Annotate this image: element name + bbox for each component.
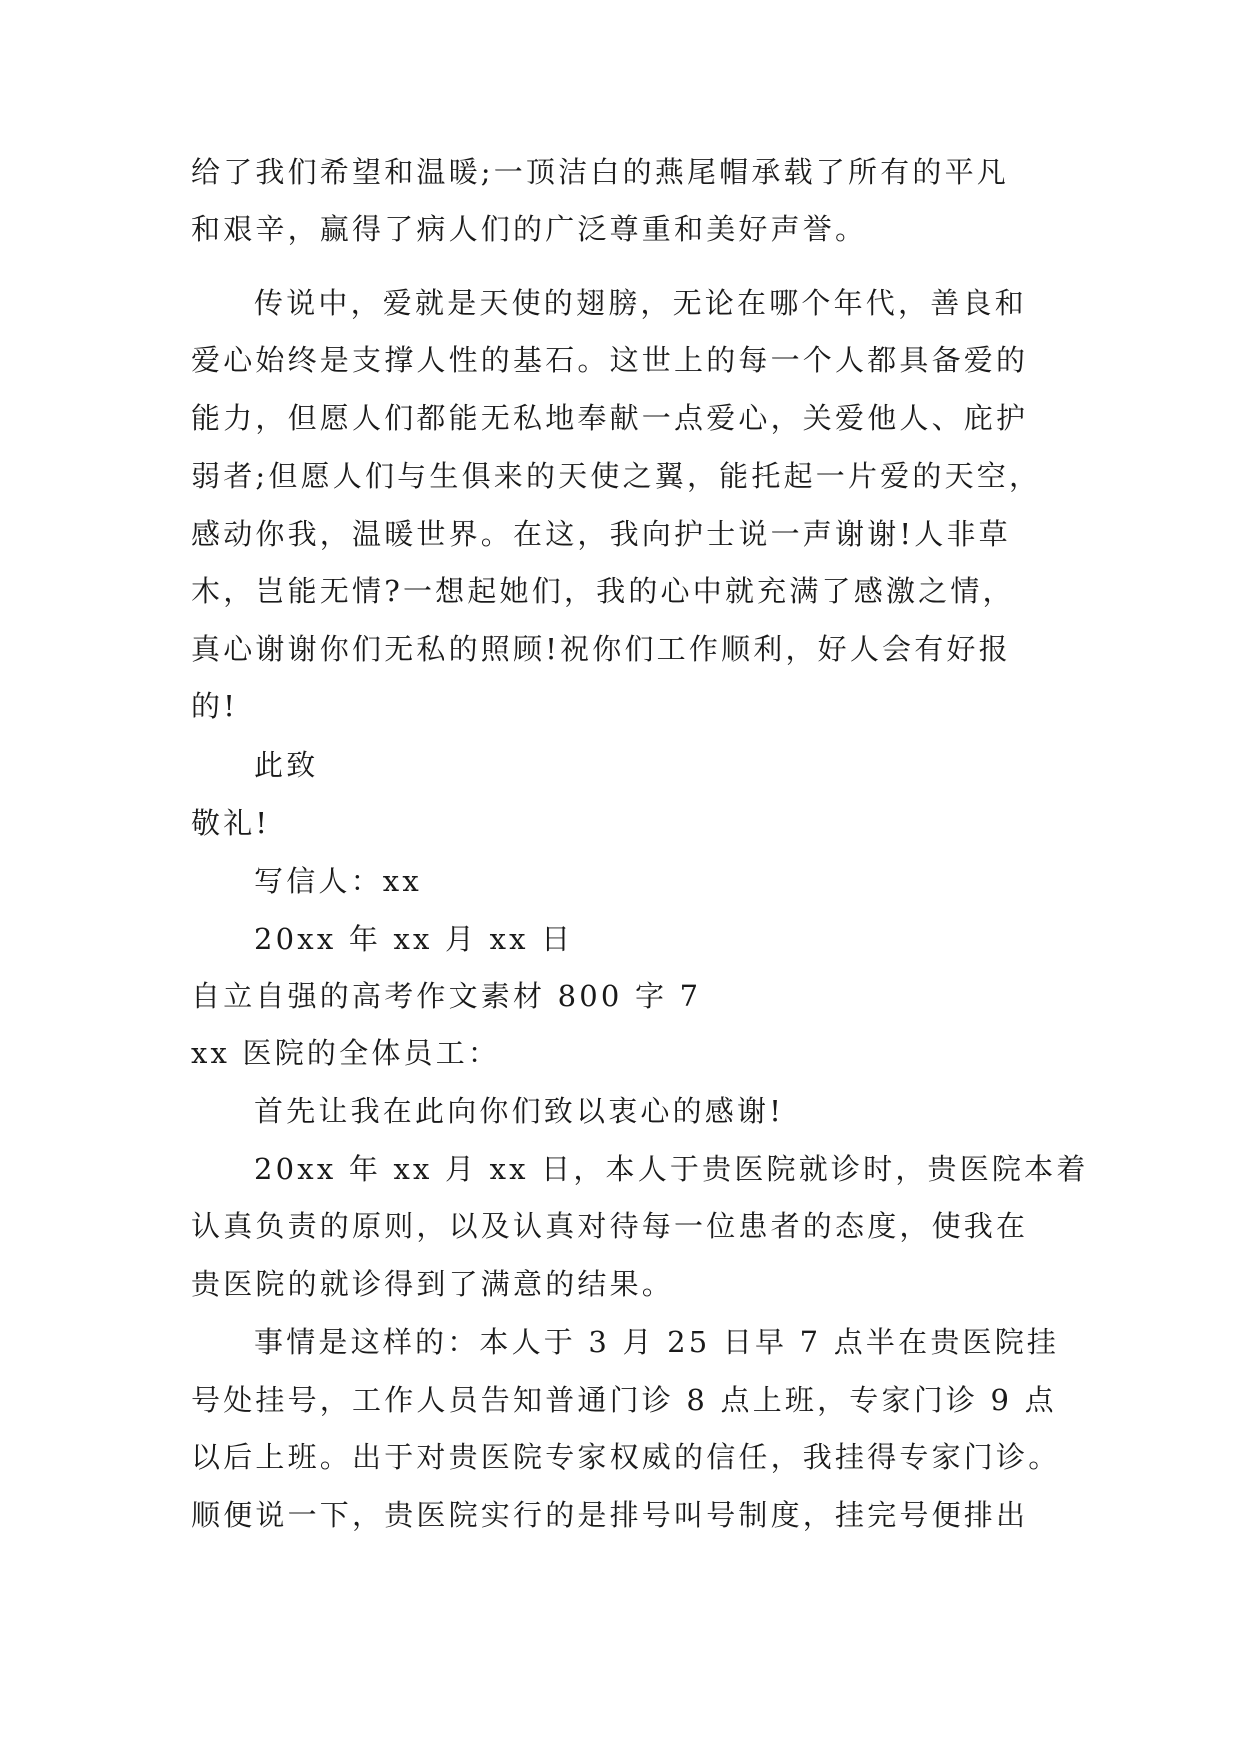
text-line-10: 的! (191, 689, 239, 723)
text-line-18: 20xx 年 xx 月 xx 日，本人于贵医院就诊时，贵医院本着 (254, 1152, 1089, 1186)
letter-author: 写信人：xx (254, 864, 422, 898)
text-line-24: 顺便说一下，贵医院实行的是排号叫号制度，挂完号便排出 (191, 1498, 1029, 1532)
letter-date: 20xx 年 xx 月 xx 日 (254, 922, 574, 956)
text-line-6: 弱者;但愿人们与生俱来的天使之翼，能托起一片爱的天空， (191, 459, 1042, 493)
text-line-19: 认真负责的原则，以及认真对待每一位患者的态度，使我在 (191, 1209, 1029, 1243)
section-heading: 自立自强的高考作文素材 800 字 7 (191, 979, 702, 1013)
closing-salutation: 此致 (254, 748, 319, 782)
text-line-1: 给了我们希望和温暖;一顶洁白的燕尾帽承载了所有的平凡 (191, 155, 1009, 189)
text-line-7: 感动你我，温暖世界。在这，我向护士说一声谢谢!人非草 (191, 517, 1011, 551)
text-line-21: 事情是这样的：本人于 3 月 25 日早 7 点半在贵医院挂 (254, 1325, 1060, 1359)
text-line-5: 能力，但愿人们都能无私地奉献一点爱心，关爱他人、庇护 (191, 401, 1029, 435)
closing-regards: 敬礼! (191, 806, 271, 840)
letter-addressee: xx 医院的全体员工： (191, 1036, 501, 1070)
text-line-17: 首先让我在此向你们致以衷心的感谢! (254, 1094, 785, 1128)
text-line-3: 传说中，爱就是天使的翅膀，无论在哪个年代，善良和 (254, 286, 1027, 320)
text-line-22: 号处挂号，工作人员告知普通门诊 8 点上班，专家门诊 9 点 (191, 1383, 1057, 1417)
text-line-9: 真心谢谢你们无私的照顾!祝你们工作顺利，好人会有好报 (191, 632, 1011, 666)
text-line-23: 以后上班。出于对贵医院专家权威的信任，我挂得专家门诊。 (191, 1440, 1061, 1474)
text-line-4: 爱心始终是支撑人性的基石。这世上的每一个人都具备爱的 (191, 343, 1029, 377)
text-line-20: 贵医院的就诊得到了满意的结果。 (191, 1267, 675, 1301)
text-line-8: 木，岂能无情?一想起她们，我的心中就充满了感激之情， (191, 574, 1015, 608)
text-line-2: 和艰辛，赢得了病人们的广泛尊重和美好声誉。 (191, 212, 868, 246)
